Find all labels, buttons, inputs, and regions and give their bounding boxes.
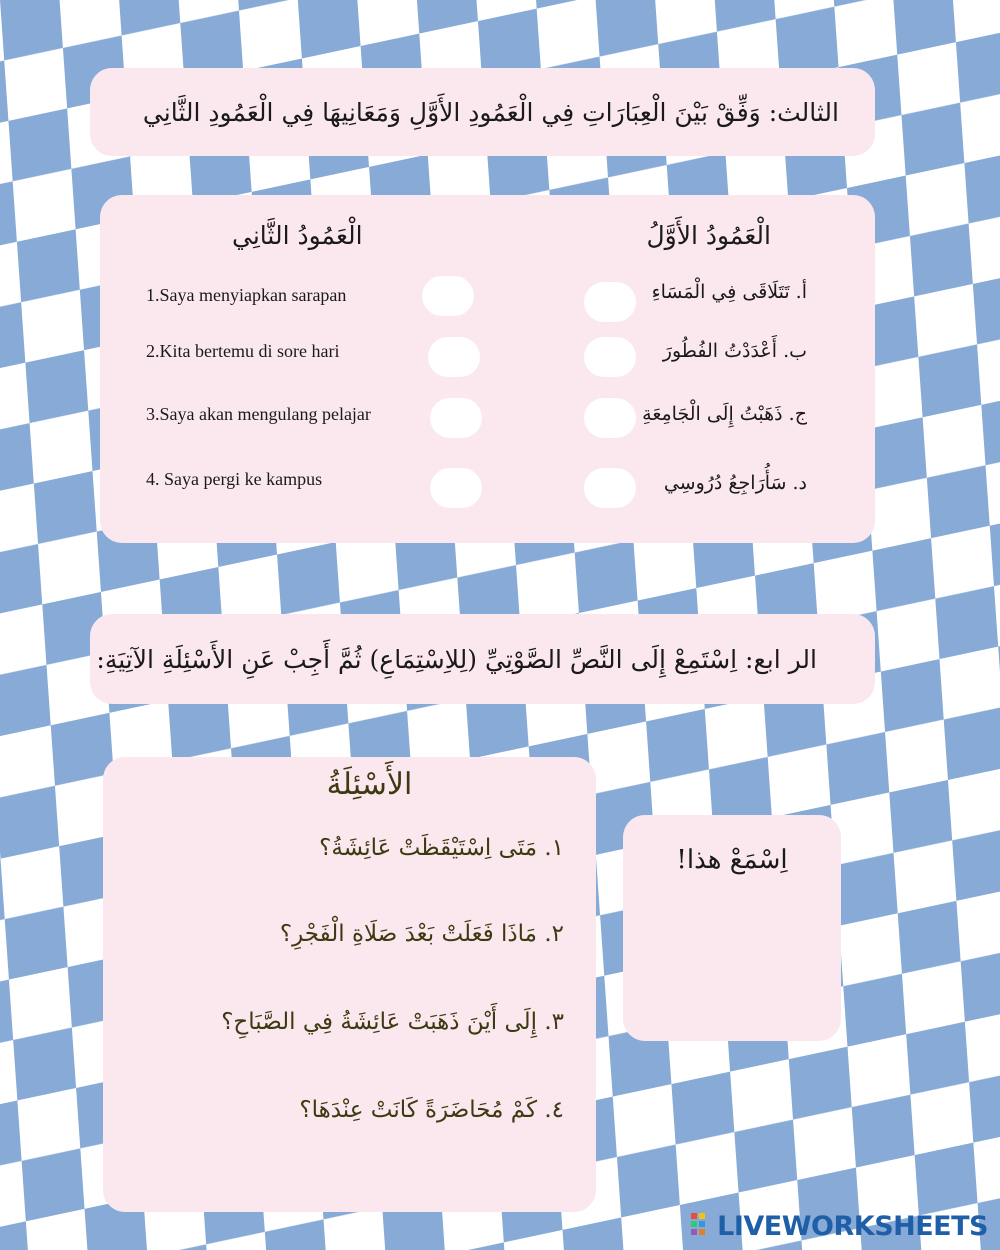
question-item-1: ١. مَتَى اِسْتَيْقَظَتْ عَائِشَةُ؟ — [319, 835, 564, 861]
arabic-item-2: ب. أَعْدَدْتُ الفُطُورَ — [662, 340, 807, 362]
arabic-item-4: د. سَأُرَاجِعُ دُرُوسِي — [663, 472, 807, 494]
answer-slot-arabic-2[interactable] — [584, 337, 636, 377]
question-item-3: ٣. إِلَى أَيْنَ ذَهَبَتْ عَائِشَةُ فِي الصَّبَاحِ؟ — [221, 1009, 564, 1035]
listen-audio-card[interactable] — [623, 815, 841, 1041]
answer-slot-indonesian-3[interactable] — [430, 398, 482, 438]
answer-slot-arabic-3[interactable] — [584, 398, 636, 438]
indonesian-item-4: 4. Saya pergi ke kampus — [146, 469, 323, 489]
column-one-header: الْعَمُودُ الأَوَّلُ — [646, 221, 771, 250]
arabic-item-1: أ. تَتَلَاقَى فِي الْمَسَاءِ — [651, 281, 807, 303]
indonesian-item-1: 1.Saya menyiapkan sarapan — [146, 285, 347, 305]
column-two-header: الْعَمُودُ الثَّانِي — [232, 221, 363, 250]
section-three-title-card — [90, 68, 875, 156]
arabic-item-3: ج. ذَهَبْتُ إِلَى الْجَامِعَةِ — [642, 403, 807, 425]
answer-slot-arabic-4[interactable] — [584, 468, 636, 508]
section-four-title-card — [90, 614, 875, 704]
question-item-2: ٢. مَاذَا فَعَلَتْ بَعْدَ صَلَاةِ الْفَجْرِ؟ — [279, 921, 564, 947]
answer-slot-arabic-1[interactable] — [584, 282, 636, 322]
questions-card — [103, 757, 596, 1212]
answer-slot-indonesian-1[interactable] — [422, 276, 474, 316]
indonesian-item-3: 3.Saya akan mengulang pelajar — [146, 404, 371, 424]
listen-label: اِسْمَعْ هذا! — [676, 845, 788, 875]
liveworksheets-brand — [691, 1208, 988, 1244]
matching-card — [100, 195, 875, 543]
questions-header: الأَسْئِلَةُ — [326, 767, 413, 802]
section-three-title: الثالث: وَفِّقْ بَيْنَ الْعِبَارَاتِ فِي الْعَمُودِ الأَوَّلِ وَمَعَانِيهَا فِي الْعَمُودِ الثَّانِي — [142, 97, 839, 127]
answer-slot-indonesian-2[interactable] — [428, 337, 480, 377]
question-item-4: ٤. كَمْ مُحَاضَرَةً كَانَتْ عِنْدَهَا؟ — [299, 1097, 564, 1123]
answer-slot-indonesian-4[interactable] — [430, 468, 482, 508]
liveworksheets-logo-icon — [691, 1213, 713, 1239]
brand-name: LIVEWORKSHEETS — [717, 1210, 988, 1242]
section-four-title: الر ابع: اِسْتَمِعْ إِلَى النَّصِّ الصَّوْتِيِّ (لِلاِسْتِمَاعِ) ثُمَّ أَجِبْ عَنِ الأَسْئِلَةِ الآتِيَةِ: — [96, 644, 817, 674]
indonesian-item-2: 2.Kita bertemu di sore hari — [146, 341, 340, 361]
